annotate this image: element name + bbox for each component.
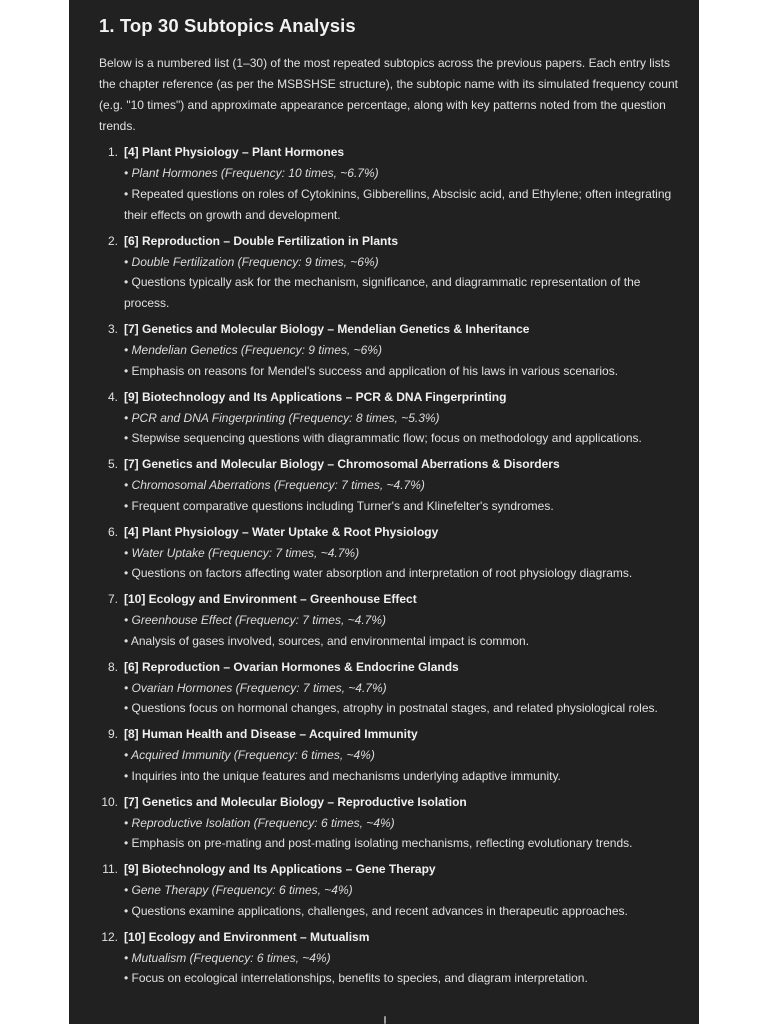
item-number: 12. xyxy=(101,929,118,944)
item-heading: [6] Reproduction – Double Fertilization in Plants xyxy=(124,233,399,248)
list-item xyxy=(99,142,679,226)
list-item xyxy=(99,792,679,855)
item-number: 10. xyxy=(101,794,118,809)
item-heading: [6] Reproduction – Ovarian Hormones & Endocrine Glands xyxy=(124,659,459,674)
list-item xyxy=(99,859,679,922)
item-frequency: • Gene Therapy (Frequency: 6 times, ~4%) xyxy=(124,883,353,897)
item-note: • Emphasis on pre-mating and post-mating isolating mechanisms, reflecting evolutionary trends. xyxy=(124,836,633,850)
item-note: • Questions on factors affecting water absorption and interpretation of root physiology diagrams. xyxy=(124,566,633,580)
item-note: • Inquiries into the unique features and mechanisms underlying adaptive immunity. xyxy=(124,768,561,783)
section-intro: Below is a numbered list (1–30) of the most repeated subtopics across the previous papers. Each entry lists the chapter reference (as per the MSBSHSE structure), the subtopic name with its simulated frequency count (e.g. "10 times") and approximate appearance percentage, along with key patterns noted from the question trends. xyxy=(99,56,678,133)
item-number: 2. xyxy=(107,233,118,248)
item-number: 6. xyxy=(107,524,118,539)
item-note: • Questions focus on hormonal changes, atrophy in postnatal stages, and related physiological roles. xyxy=(124,701,658,715)
item-heading: [7] Genetics and Molecular Biology – Reproductive Isolation xyxy=(124,794,467,809)
item-frequency: • Greenhouse Effect (Frequency: 7 times, ~4.7%) xyxy=(124,613,386,627)
item-note: • Repeated questions on roles of Cytokinins, Gibberellins, Abscisic acid, and Ethylene; often integrating their effects on growth and development. xyxy=(124,186,672,222)
item-frequency: • PCR and DNA Fingerprinting (Frequency: 8 times, ~5.3%) xyxy=(124,410,440,425)
item-frequency: • Mendelian Genetics (Frequency: 9 times, ~6%) xyxy=(124,343,382,357)
item-frequency: • Reproductive Isolation (Frequency: 6 times, ~4%) xyxy=(124,815,395,830)
list-item xyxy=(99,657,679,720)
item-frequency: • Double Fertilization (Frequency: 9 times, ~6%) xyxy=(124,254,379,269)
item-frequency: • Plant Hormones (Frequency: 10 times, ~6.7%) xyxy=(124,166,379,180)
list-item xyxy=(99,319,679,382)
item-note: • Stepwise sequencing questions with diagrammatic flow; focus on methodology and applications. xyxy=(124,431,642,445)
item-heading: [7] Genetics and Molecular Biology – Chromosomal Aberrations & Disorders xyxy=(124,457,560,471)
item-number: 8. xyxy=(107,659,118,674)
item-heading: [10] Ecology and Environment – Greenhouse Effect xyxy=(124,592,417,606)
item-number: 3. xyxy=(107,322,118,336)
list-item xyxy=(99,454,679,517)
item-heading: [7] Genetics and Molecular Biology – Mendelian Genetics & Inheritance xyxy=(124,322,530,336)
item-number: 9. xyxy=(107,727,118,741)
item-number: 4. xyxy=(107,389,118,404)
item-note: • Frequent comparative questions including Turner's and Klinefelter's syndromes. xyxy=(124,498,554,513)
item-frequency: • Acquired Immunity (Frequency: 6 times, ~4%) xyxy=(124,748,375,762)
item-heading: [10] Ecology and Environment – Mutualism xyxy=(124,929,370,944)
list-item xyxy=(99,589,679,652)
item-heading: [9] Biotechnology and Its Applications – PCR & DNA Fingerprinting xyxy=(124,389,507,404)
item-note: • Emphasis on reasons for Mendel's success and application of his laws in various scenarios. xyxy=(124,363,619,378)
item-frequency: • Mutualism (Frequency: 6 times, ~4%) xyxy=(124,950,331,965)
item-number: 5. xyxy=(107,457,118,471)
item-heading: [4] Plant Physiology – Plant Hormones xyxy=(124,145,345,159)
item-number: 1. xyxy=(107,145,118,159)
item-frequency: • Water Uptake (Frequency: 7 times, ~4.7%) xyxy=(124,545,360,560)
item-heading: [9] Biotechnology and Its Applications – Gene Therapy xyxy=(124,862,436,876)
item-frequency: • Chromosomal Aberrations (Frequency: 7 times, ~4.7%) xyxy=(124,478,425,492)
item-number: 7. xyxy=(107,592,118,606)
content-panel xyxy=(69,0,699,1024)
item-note: • Questions examine applications, challenges, and recent advances in therapeutic approaches. xyxy=(124,903,628,918)
list-item xyxy=(99,387,679,450)
item-frequency: • Ovarian Hormones (Frequency: 7 times, ~4.7%) xyxy=(124,680,387,695)
item-note: • Analysis of gases involved, sources, and environmental impact is common. xyxy=(124,633,530,648)
list-item xyxy=(99,231,679,315)
subtopic-list xyxy=(99,142,679,989)
item-number: 11. xyxy=(102,862,118,876)
list-item xyxy=(99,927,679,990)
list-item xyxy=(99,522,679,585)
item-heading: [4] Plant Physiology – Water Uptake & Root Physiology xyxy=(124,524,439,539)
list-item xyxy=(99,724,679,787)
section-title: 1. Top 30 Subtopics Analysis xyxy=(99,15,356,36)
item-note: • Focus on ecological interrelationships, benefits to species, and diagram interpretation. xyxy=(124,971,588,985)
item-heading: [8] Human Health and Disease – Acquired Immunity xyxy=(124,727,418,741)
item-note: • Questions typically ask for the mechanism, significance, and diagrammatic representation of the process. xyxy=(124,275,641,310)
scroll-handle[interactable] xyxy=(384,1016,386,1024)
